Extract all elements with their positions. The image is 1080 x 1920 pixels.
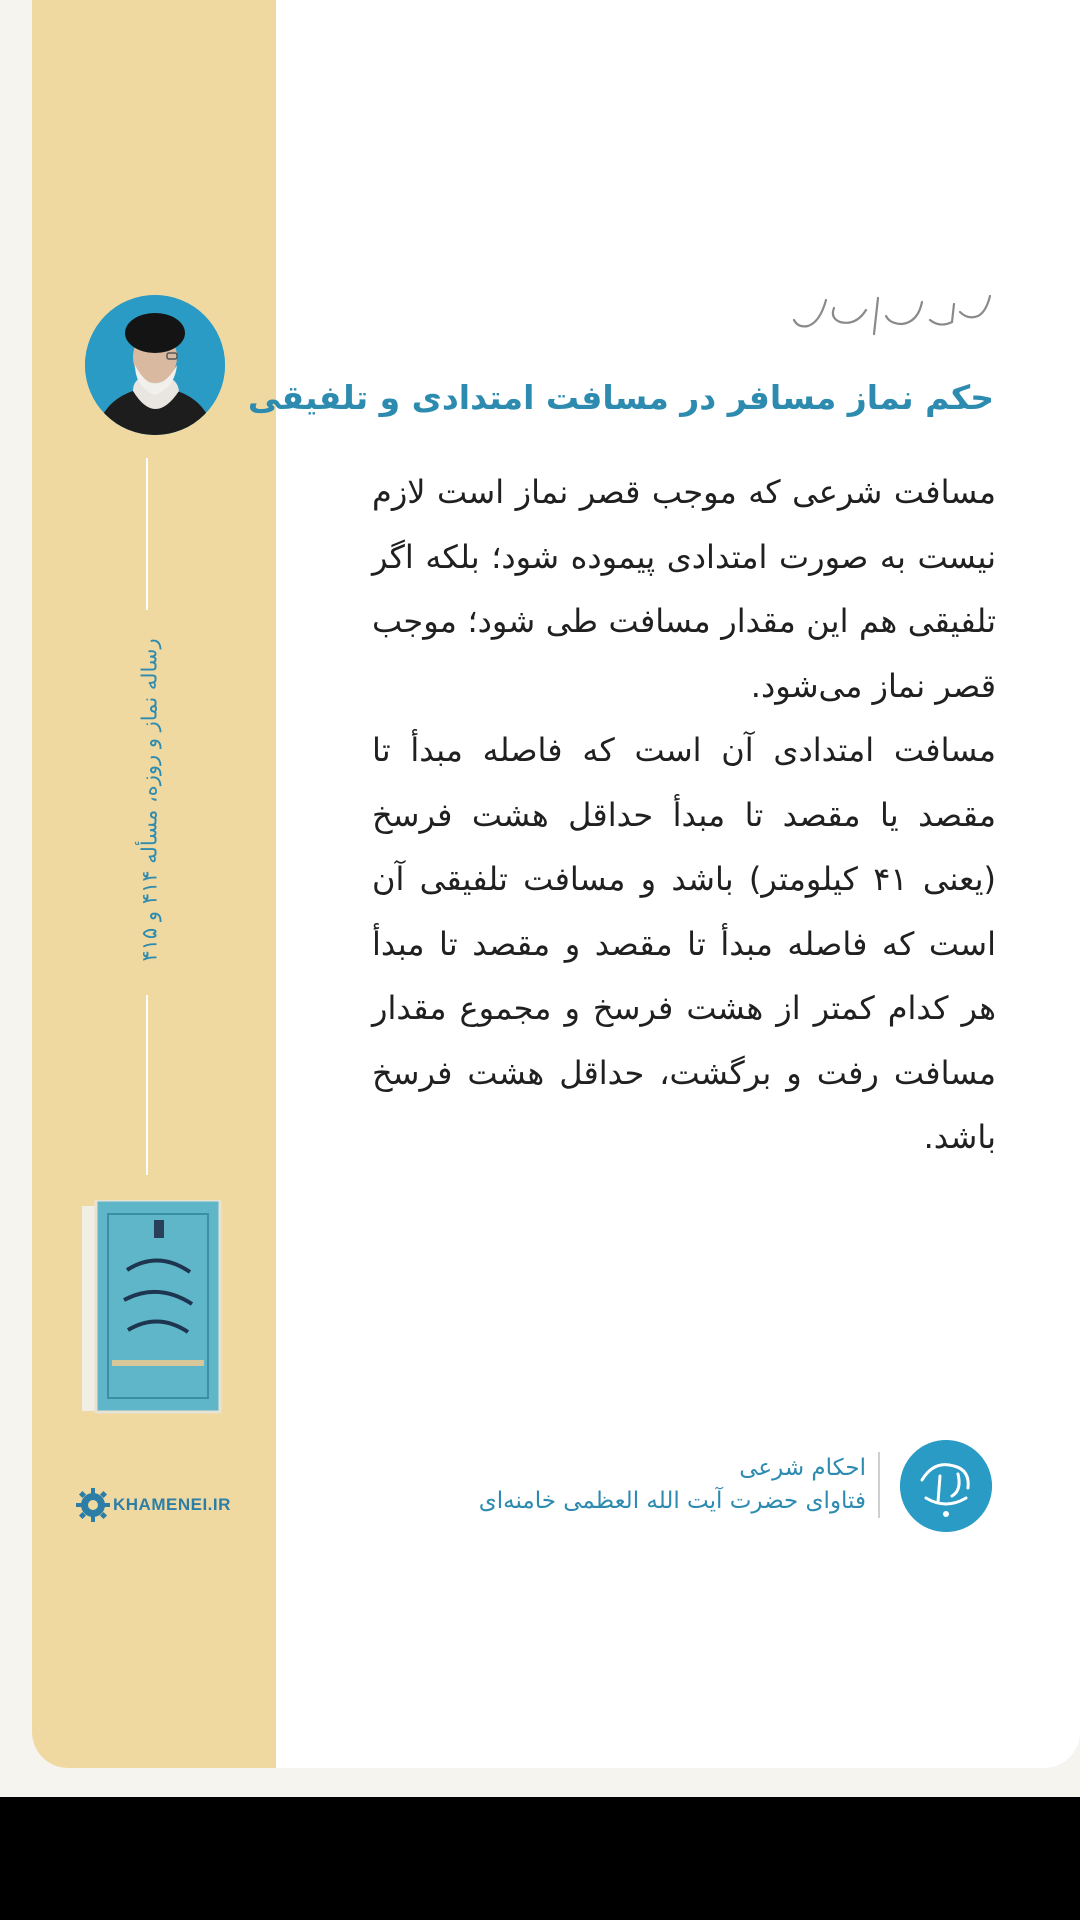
- sidebar-divider-bottom: [146, 995, 148, 1175]
- gear-logo-icon: [76, 1488, 110, 1522]
- ahkam-logo: [900, 1440, 992, 1532]
- khamenei-website-logo: [76, 1488, 231, 1522]
- footer-line-2: فتاوای حضرت آیت الله العظمی خامنه‌ای: [478, 1488, 866, 1514]
- page-title: حکم نماز مسافر در مسافت امتدادی و تلفیقی: [247, 378, 994, 417]
- bismillah-calligraphy: [790, 282, 1000, 354]
- article-body: [372, 460, 996, 1170]
- footer-caption: [386, 1452, 866, 1518]
- footer-line-1: احکام شرعی: [739, 1455, 866, 1481]
- paragraph-2: مسافت امتدادی آن است که فاصله مبدأ تا مقصد یا مقصد تا مبدأ حداقل هشت فرسخ (یعنی ۴۱ کیلومتر) باشد و مسافت تلفیقی آن است که فاصله مبدأ تا مقصد و مقصد تا مبدأ هر کدام کمتر از هشت فرسخ و مجموع مقدار مسافت رفت و برگشت، حداقل هشت فرسخ باشد.: [372, 731, 997, 1156]
- portrait-avatar: [85, 295, 225, 435]
- website-logo-text: KHAMENEI.IR: [113, 1495, 231, 1514]
- sidebar-caption-text: رساله نماز و روزه، مسأله ۴۱۴ و ۴۱۵: [138, 638, 163, 962]
- footer-divider: [878, 1452, 880, 1518]
- sidebar-caption: [70, 580, 230, 1020]
- book-cover-image: [82, 1200, 222, 1415]
- paragraph-1: مسافت شرعی که موجب قصر نماز است لازم نیست به صورت امتدادی پیموده شود؛ بلکه اگر تلفیقی هم این مقدار مسافت طی شود؛ موجب قصر نماز می‌شود.: [372, 473, 996, 705]
